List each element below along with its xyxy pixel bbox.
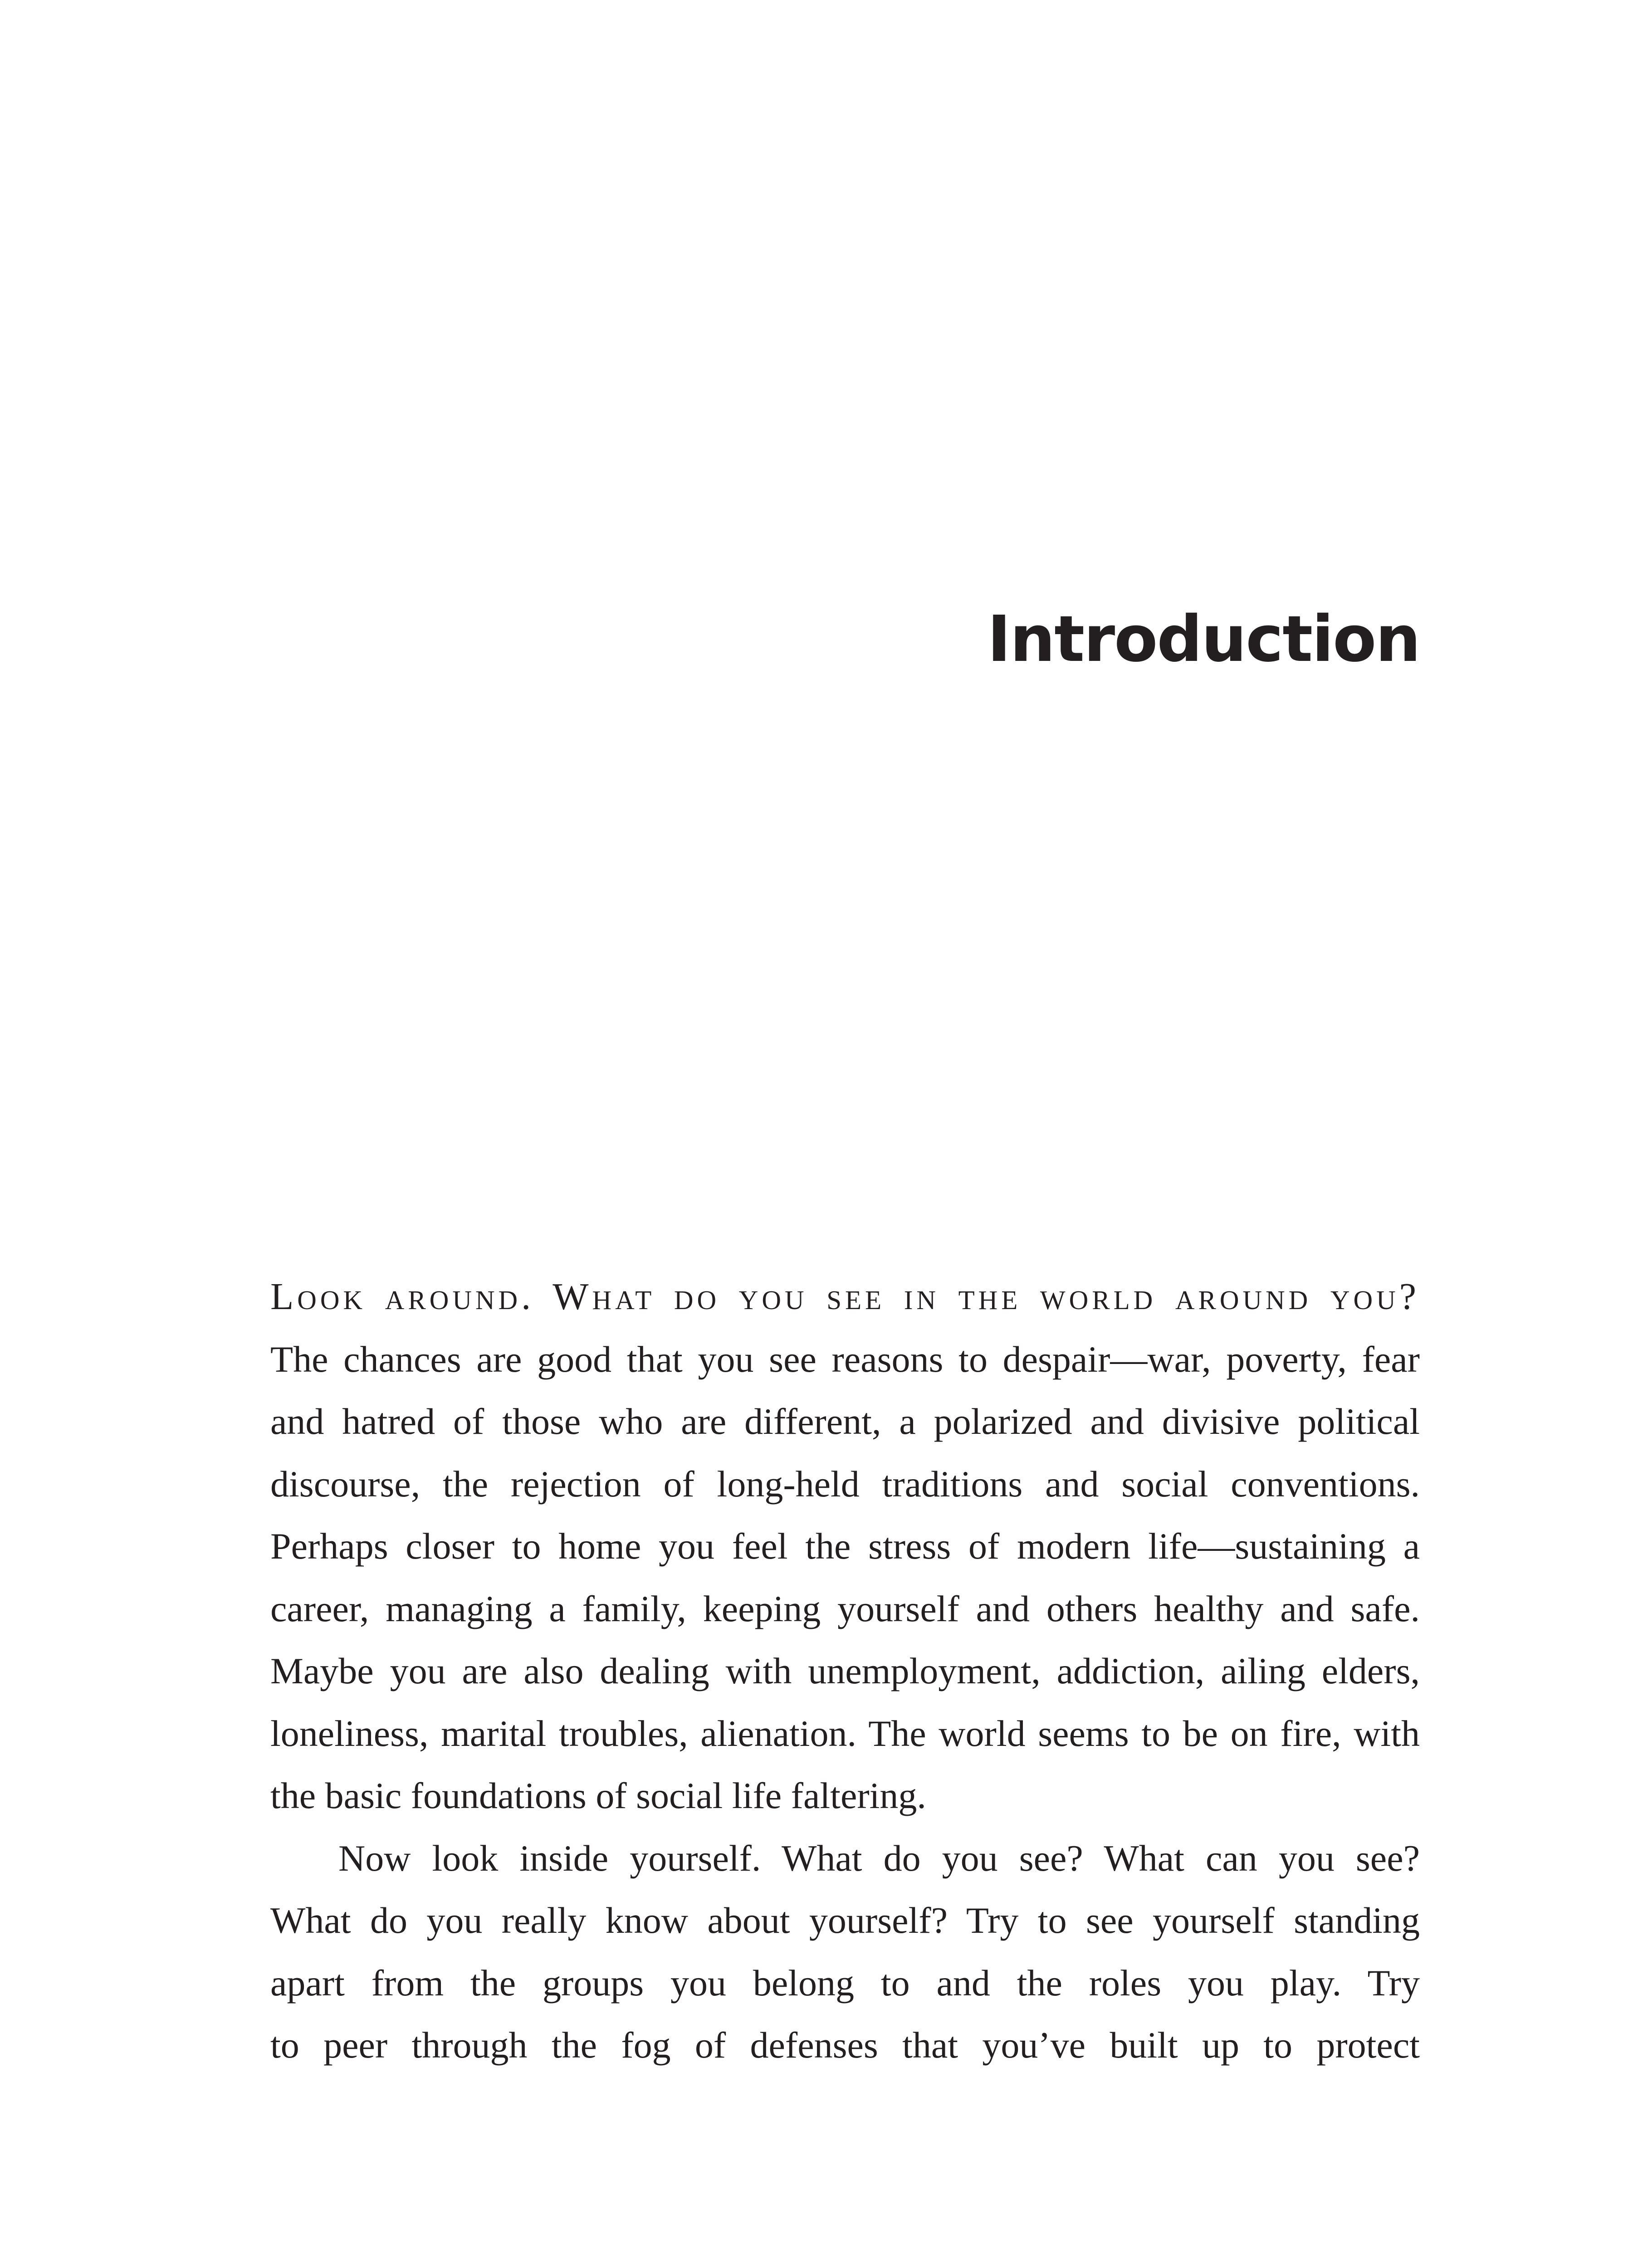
chapter-title: Introduction — [987, 602, 1420, 676]
text-line: The chances are good that you see reasons to despair—war, poverty, fear — [270, 1338, 1420, 1380]
body-text — [270, 1266, 1420, 2077]
text-line: the basic foundations of social life faltering. — [270, 1775, 926, 1816]
paragraph-2 — [270, 1827, 1420, 2077]
text-line: loneliness, marital troubles, alienation. The world seems to be on fire, with — [270, 1712, 1420, 1754]
text-line: Now look inside yourself. What do you see? What can you see? — [338, 1837, 1420, 1879]
text-line: and hatred of those who are different, a polarized and divisive political — [270, 1401, 1420, 1442]
text-line: Maybe you are also dealing with unemployment, addiction, ailing elders, — [270, 1650, 1420, 1691]
text-line: to peer through the fog of defenses that you’ve built up to protect — [270, 2024, 1420, 2066]
text-line: What do you really know about yourself? Try to see yourself standing — [270, 1900, 1420, 1941]
text-line: apart from the groups you belong to and the roles you play. Try — [270, 1962, 1420, 2004]
paragraph-1 — [270, 1266, 1420, 1827]
text-line: career, managing a family, keeping yourself and others healthy and safe. — [270, 1588, 1420, 1629]
opening-line: Look around. What do you see in the world around you? — [270, 1276, 1420, 1318]
text-line: discourse, the rejection of long-held traditions and social conventions. — [270, 1463, 1420, 1505]
text-line: Perhaps closer to home you feel the stress of modern life—sustaining a — [270, 1525, 1420, 1567]
